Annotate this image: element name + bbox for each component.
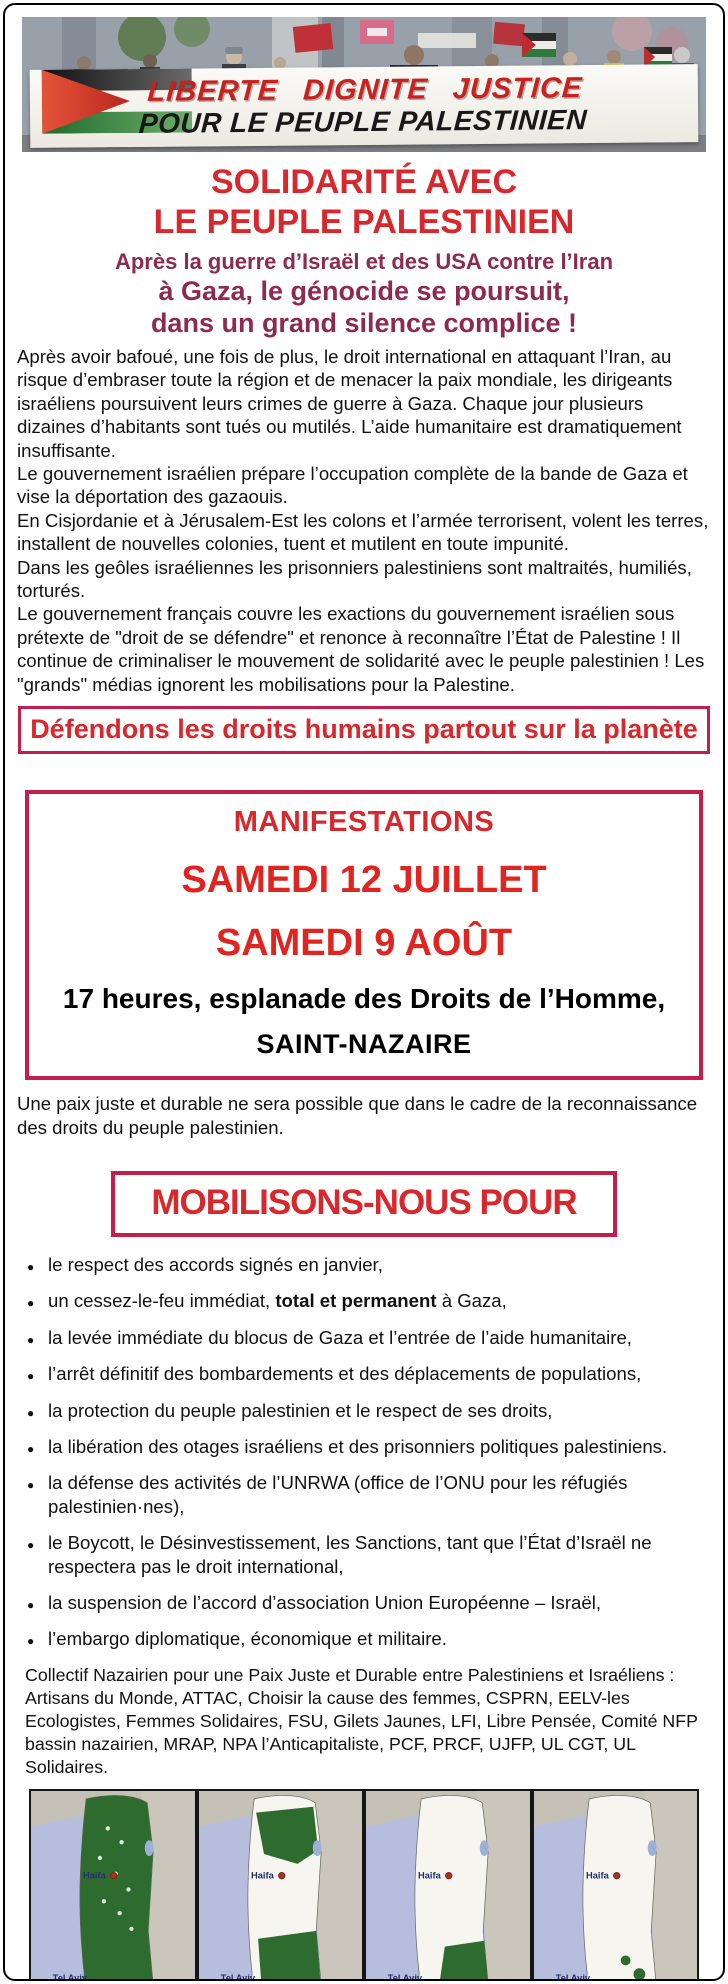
demonstration-photo [22,17,706,152]
peace-text [17,1092,711,1139]
list-item: ● le Boycott, le Désinvestissement, les Sanctions, tant que l’État d’Israël ne respectera pas le droit international, [27,1531,709,1578]
paragraph: Dans les geôles israéliennes les prisonniers palestiniens sont maltraités, humiliés, torturés. [17,556,692,602]
subtitle-line2: à Gaza, le génocide se poursuit, [158,276,570,306]
palestinian-flag-icon [522,33,556,57]
slogan-box: Défendons les droits humains partout sur la planète [18,706,710,754]
map-panel-1947 [199,1791,363,1981]
banner-slogan-line2: POUR LE PEUPLE PALESTINIEN [138,104,589,140]
banner-slogan-line1: LIBERTE DIGNITE JUSTICE [146,72,584,108]
map-panel-1948-1967 [366,1791,530,1981]
manifestations-box [25,790,703,1080]
list-item: ● un cessez-le-feu immédiat, total et permanent à Gaza, [27,1289,709,1312]
paragraph: Une paix juste et durable ne sera possible que dans le cadre de la reconnaissance des droits du peuple palestinien. [17,1093,698,1138]
subtitle-line3: dans un grand silence complice ! [150,308,578,338]
manifestation-date-1: SAMEDI 12 JUILLET [181,859,547,902]
paragraph: Après avoir bafoué, une fois de plus, le droit international en attaquant l’Iran, au risque d’embraser toute la région et de menacer la paix mondiale, les dirigeants israéliens poursuivent leurs crimes de guerre à Gaza. Chaque jour plusieurs dizaines d’habitants sont tués ou mutilés. L’aide humanitaire est dramatiquement insuffisante. [17,346,682,461]
mobilize-box: MOBILISONS-NOUS POUR [111,1171,617,1237]
paragraph: Le gouvernement israélien prépare l’occupation complète de la bande de Gaza et vise la déportation des gazaouis. [17,463,688,508]
collectif-text: Collectif Nazairien pour une Paix Juste et Durable entre Palestiniens et Israéliens : Artisans du Monde, ATTAC, Choisir la cause des femmes, CSPRN, EELV-les Ecologistes, Femmes Solidaires, FSU, Gilets Jaunes, LFI, Libre Pensée, Comité NFP bassin nazairien, MRAP, NPA l’Anticapitaliste, PCF, PRCF, UJFP, UL CGT, UL Solidaires. [25,1664,698,1777]
flyer-page [3,3,725,1981]
page-subtitle [5,248,723,339]
paragraph: En Cisjordanie et à Jérusalem-Est les colons et l’armée terrorisent, volent les terres, installent de nouvelles colonies, tuent et mutilent en toute impunité. [17,509,709,555]
list-item: ● le respect des accords signés en janvier, [27,1253,709,1276]
subtitle-line1: Après la guerre d’Israël et des USA contre l’Iran [114,249,614,274]
march-banner [30,64,699,148]
map-area-label [610,1980,666,1981]
list-item: ● l’arrêt définitif des bombardements et des déplacements de populations, [27,1362,709,1385]
paragraph: Le gouvernement français couvre les exactions du gouvernement israélien sous prétexte de "droit de se défendre" et renonce à reconnaître l’État de Palestine ! Il continue de criminaliser le mouvement de solidarité avec le peuple palestinien ! Les "grands" médias ignorent les mobilisations pour la Palestine. [17,603,705,695]
intro-text [17,345,711,696]
title-line1: SOLIDARITÉ AVEC [210,163,518,201]
list-item: ● la levée immédiate du blocus de Gaza et l’entrée de l’aide humanitaire, [27,1326,709,1349]
manifestations-title: MANIFESTATIONS [233,806,495,839]
title-line2: LE PEUPLE PALESTINIEN [153,203,575,241]
demands-list [27,1253,709,1651]
manifestation-time-place: 17 heures, esplanade des Droits de l’Homme, [62,983,666,1015]
list-item: ● la suspension de l’accord d’association Union Européenne – Israël, [27,1591,709,1614]
map-area-label [441,1980,497,1981]
list-item: ● la défense des activités de l’UNRWA (office de l’ONU pour les réfugiés palestinien·nes), [27,1471,709,1518]
map-panel-2005 [534,1791,698,1981]
list-item: ● la libération des otages israéliens et des prisonniers politiques palestiniens. [27,1435,709,1458]
list-item: ● l’embargo diplomatique, économique et militaire. [27,1627,709,1650]
manifestation-city: SAINT-NAZAIRE [256,1029,472,1060]
list-item: ● la protection du peuple palestinien et le respect de ses droits, [27,1399,709,1422]
manifestation-date-2: SAMEDI 9 AOÛT [215,922,513,965]
map-panel-1946 [31,1791,195,1981]
page-title [5,162,723,242]
historical-maps-figure [29,1789,699,1981]
